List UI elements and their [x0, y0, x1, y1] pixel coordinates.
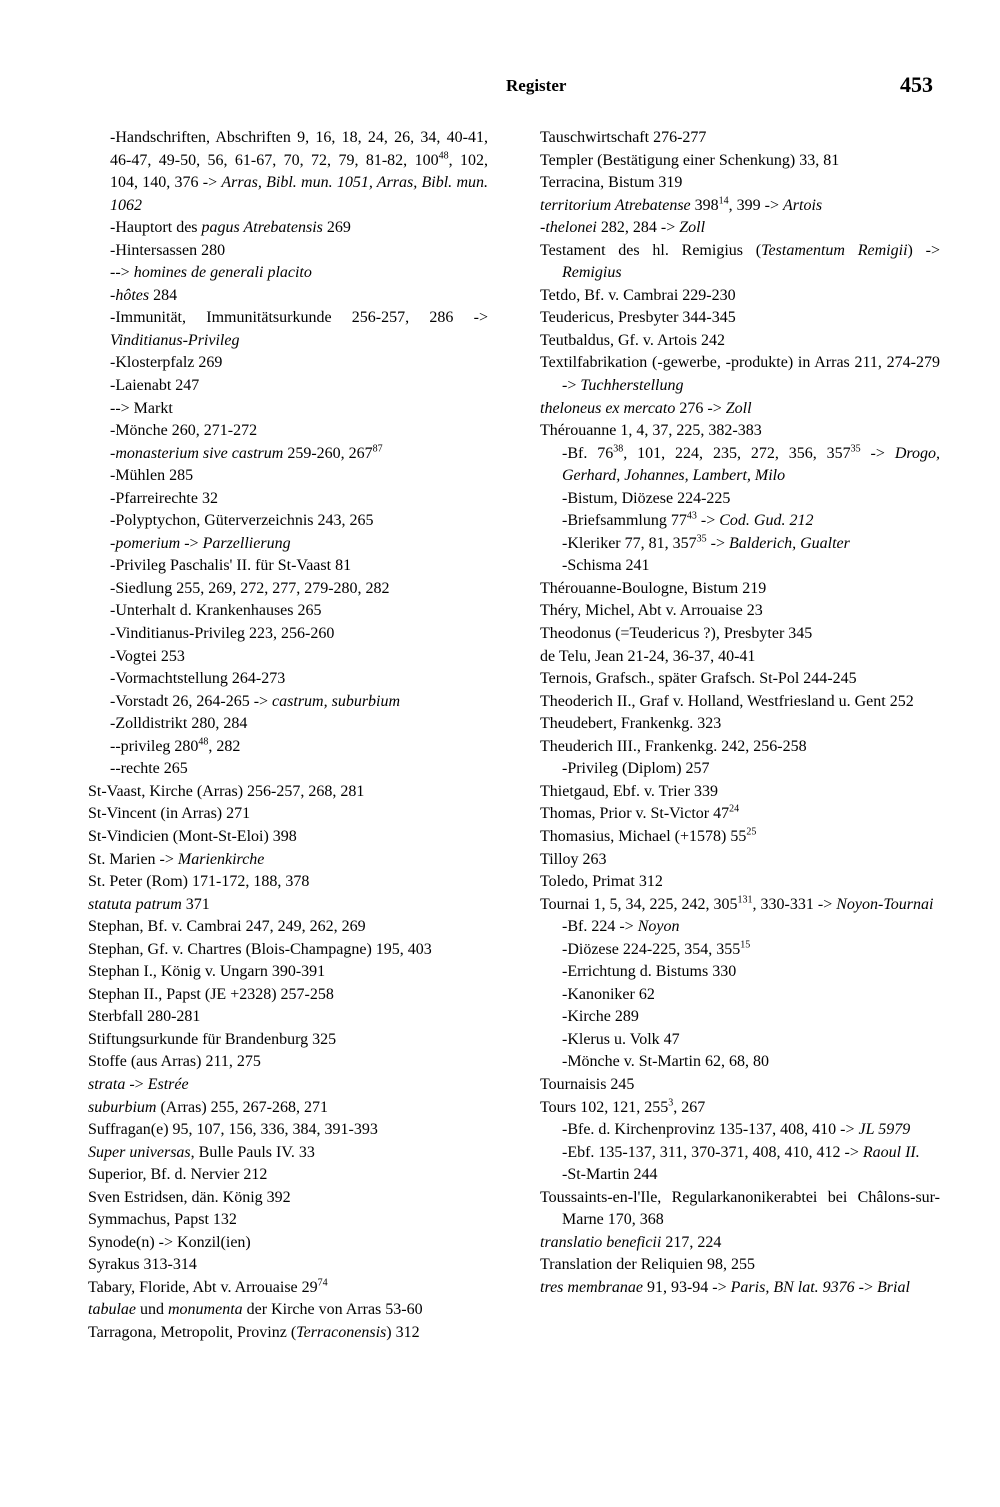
- entry-text: Stoffe (aus Arras) 211, 275: [88, 1053, 261, 1071]
- index-entry: [540, 1097, 940, 1120]
- entry-text: 217, 224: [661, 1233, 722, 1251]
- index-entry: [88, 849, 488, 872]
- index-entry: [540, 894, 940, 917]
- entry-text: , 282: [208, 737, 241, 755]
- entry-text: -Hauptort des: [110, 219, 202, 237]
- index-entry: [88, 781, 488, 804]
- entry-text: Théry, Michel, Abt v. Arrouaise 23: [540, 602, 763, 620]
- index-subentry: [88, 600, 488, 623]
- index-entry: [540, 1074, 940, 1097]
- index-subentry: [540, 1142, 940, 1165]
- entry-text: Tournaisis 245: [540, 1075, 635, 1093]
- entry-text: -Bfe. d. Kirchenprovinz 135-137, 408, 410 ->: [562, 1121, 859, 1139]
- entry-text: -Vormachtstellung 264-273: [110, 670, 286, 688]
- entry-italic-text: Vinditianus-Privileg: [110, 331, 240, 349]
- entry-italic-text: suburbium: [88, 1098, 157, 1116]
- entry-text: Stephan I., König v. Ungarn 390-391: [88, 963, 326, 981]
- entry-text: , 267: [673, 1098, 706, 1116]
- index-entry: [540, 803, 940, 826]
- entry-italic-text: Raoul II.: [862, 1143, 920, 1161]
- entry-text: St-Vincent (in Arras) 271: [88, 805, 251, 823]
- entry-text: Ternois, Grafsch., später Grafsch. St-Pol 244-245: [540, 670, 857, 688]
- footnote-ref: 43: [686, 510, 697, 522]
- index-subentry: [88, 510, 488, 533]
- index-entry: [540, 307, 940, 330]
- footnote-ref: 35: [696, 533, 707, 545]
- index-entry: [540, 285, 940, 308]
- entry-text: Synode(n) -> Konzil(ien): [88, 1233, 251, 1251]
- entry-italic-text: Artois: [783, 196, 823, 214]
- entry-italic-text: Zoll: [679, 219, 706, 237]
- index-entry: [88, 984, 488, 1007]
- footnote-ref: 15: [740, 939, 751, 951]
- entry-italic-text: -pomerium: [110, 534, 181, 552]
- entry-italic-text: Zoll: [725, 399, 752, 417]
- footnote-ref: 48: [438, 150, 449, 162]
- index-subentry: [88, 533, 488, 556]
- entry-text: Thérouanne 1, 4, 37, 225, 382-383: [540, 422, 762, 440]
- index-subentry: [88, 555, 488, 578]
- entry-italic-text: Parzellierung: [202, 534, 291, 552]
- index-entry: [540, 668, 940, 691]
- index-subentry: [88, 307, 488, 352]
- index-subentry: [88, 420, 488, 443]
- entry-italic-text: homines de generali placito: [133, 264, 312, 282]
- index-entry: [540, 849, 940, 872]
- entry-text: -Kleriker 77, 81, 357: [562, 534, 697, 552]
- index-entry: [540, 646, 940, 669]
- index-subentry: [540, 916, 940, 939]
- index-subentry: [540, 510, 940, 533]
- index-subentry: [88, 646, 488, 669]
- index-entry: [540, 1187, 940, 1232]
- page-header: [0, 72, 1000, 102]
- entry-text: -Polyptychon, Güterverzeichnis 243, 265: [110, 512, 374, 530]
- index-entry: [540, 781, 940, 804]
- index-entry: [540, 240, 940, 285]
- entry-text: -Mühlen 285: [110, 467, 194, 485]
- index-subentry: [540, 555, 940, 578]
- index-subentry: [88, 240, 488, 263]
- entry-text: -Unterhalt d. Krankenhauses 265: [110, 602, 322, 620]
- entry-text: -Pfarreirechte 32: [110, 489, 218, 507]
- entry-italic-text: -thelonei: [540, 219, 597, 237]
- entry-text: Theodonus (=Teudericus ?), Presbyter 345: [540, 625, 813, 643]
- page-number: 453: [900, 72, 933, 97]
- entry-text: -Handschriften, Abschriften 9, 16, 18, 24, 26, 34, 40-41, 46-47, 49-50, 56, 61-67, 70, 72, 79, 81-82, 100: [110, 129, 488, 169]
- entry-text: Tournai 1, 5, 34, 225, 242, 305: [540, 895, 738, 913]
- entry-italic-text: monumenta: [168, 1301, 243, 1319]
- entry-text: Symmachus, Papst 132: [88, 1211, 237, 1229]
- entry-text: der Kirche von Arras 53-60: [242, 1301, 423, 1319]
- entry-text: 269: [322, 219, 351, 237]
- index-subentry: [540, 961, 940, 984]
- entry-text: Thérouanne-Boulogne, Bistum 219: [540, 579, 767, 597]
- entry-text: ->: [854, 1278, 878, 1296]
- entry-text: ->: [860, 444, 895, 462]
- footnote-ref: 35: [850, 443, 861, 455]
- entry-italic-text: territorium Atrebatense: [540, 196, 691, 214]
- index-entry: [540, 1232, 940, 1255]
- entry-text: Terracina, Bistum 319: [540, 174, 683, 192]
- entry-italic-text: pagus Atrebatensis: [201, 219, 323, 237]
- entry-text: ->: [180, 534, 203, 552]
- entry-text: Tours 102, 121, 255: [540, 1098, 669, 1116]
- entry-text: -Hintersassen 280: [110, 241, 226, 259]
- entry-text: Tilloy 263: [540, 850, 607, 868]
- entry-italic-text: Remigius: [562, 264, 622, 282]
- entry-text: Stephan II., Papst (JE +2328) 257-258: [88, 985, 334, 1003]
- entry-italic-text: translatio beneficii: [540, 1233, 662, 1251]
- index-entry: [88, 894, 488, 917]
- entry-text: 282, 284 ->: [596, 219, 680, 237]
- entry-italic-text: Noyon-Tournai: [836, 895, 934, 913]
- index-subentry: [88, 713, 488, 736]
- index-subentry: [540, 1119, 940, 1142]
- entry-text: -Privileg Paschalis' II. für St-Vaast 81: [110, 557, 352, 575]
- index-subentry: [88, 352, 488, 375]
- index-subentry: [88, 668, 488, 691]
- entry-text: ) 312: [386, 1323, 420, 1341]
- index-entry: [540, 352, 940, 397]
- entry-text: (Arras) 255, 267-268, 271: [156, 1098, 328, 1116]
- index-entry: [88, 1119, 488, 1142]
- index-subentry: [88, 691, 488, 714]
- entry-text: -Bf. 76: [562, 444, 614, 462]
- entry-text: -Immunität, Immunitätsurkunde 256-257, 286 ->: [110, 309, 488, 327]
- entry-text: --> Markt: [110, 399, 173, 417]
- entry-text: , 330-331 ->: [752, 895, 837, 913]
- index-entry: [540, 1277, 940, 1300]
- entry-text: Teudericus, Presbyter 344-345: [540, 309, 736, 327]
- entry-text: Suffragan(e) 95, 107, 156, 336, 384, 391-393: [88, 1121, 378, 1139]
- entry-text: -Bf. 224 ->: [562, 918, 638, 936]
- entry-text: 91, 93-94 ->: [642, 1278, 731, 1296]
- entry-text: 276 ->: [675, 399, 726, 417]
- index-entry: [540, 871, 940, 894]
- index-entry: [540, 127, 940, 150]
- entry-italic-text: castrum, suburbium: [272, 692, 401, 710]
- index-entry: [88, 1254, 488, 1277]
- entry-text: -Siedlung 255, 269, 272, 277, 279-280, 282: [110, 579, 390, 597]
- index-entry: [540, 578, 940, 601]
- index-subentry: [88, 488, 488, 511]
- entry-text: Textilfabrikation (-gewerbe, -produkte) in Arras 211, 274-279 ->: [540, 354, 940, 395]
- entry-text: -Zolldistrikt 280, 284: [110, 715, 248, 733]
- index-entry: [540, 600, 940, 623]
- index-subentry: [88, 375, 488, 398]
- index-column-right: [540, 127, 940, 1299]
- entry-text: -Vinditianus-Privileg 223, 256-260: [110, 625, 335, 643]
- footnote-ref: 25: [746, 826, 757, 838]
- entry-text: -Errichtung d. Bistums 330: [562, 963, 737, 981]
- entry-text: Stiftungsurkunde für Brandenburg 325: [88, 1030, 337, 1048]
- entry-text: Testament des hl. Remigius (: [540, 241, 762, 259]
- index-entry: [540, 195, 940, 218]
- entry-italic-text: Marienkirche: [177, 850, 265, 868]
- entry-text: Superior, Bf. d. Nervier 212: [88, 1166, 268, 1184]
- entry-text: Thomas, Prior v. St-Victor 47: [540, 805, 730, 823]
- index-subentry: [88, 217, 488, 240]
- index-entry: [88, 1322, 488, 1345]
- entry-italic-text: Arras, Bibl. mun. 1051, Arras, Bibl. mun. 1062: [110, 174, 488, 214]
- entry-text: , 399 ->: [728, 196, 784, 214]
- entry-text: Theuderich III., Frankenkg. 242, 256-258: [540, 737, 807, 755]
- index-entry: [540, 330, 940, 353]
- entry-text: de Telu, Jean 21-24, 36-37, 40-41: [540, 647, 756, 665]
- entry-text: -Vogtei 253: [110, 647, 185, 665]
- entry-italic-text: tabulae: [88, 1301, 136, 1319]
- index-subentry: [540, 443, 940, 488]
- index-subentry: [540, 1164, 940, 1187]
- entry-italic-text: Noyon: [637, 918, 680, 936]
- index-entry: [88, 1006, 488, 1029]
- entry-text: Syrakus 313-314: [88, 1256, 197, 1274]
- entry-text: Toussaints-en-l'Ile, Regularkanonikerabtei bei Châlons-sur-Marne 170, 368: [540, 1188, 940, 1229]
- index-subentry: [88, 443, 488, 466]
- entry-text: --rechte 265: [110, 760, 188, 778]
- index-subentry: [540, 533, 940, 556]
- entry-text: ->: [696, 512, 720, 530]
- entry-text: -Ebf. 135-137, 311, 370-371, 408, 410, 412 ->: [562, 1143, 863, 1161]
- entry-text: Sven Estridsen, dän. König 392: [88, 1188, 291, 1206]
- index-subentry: [540, 1029, 940, 1052]
- entry-text: Tabary, Floride, Abt v. Arrouaise 29: [88, 1278, 318, 1296]
- index-subentry: [88, 465, 488, 488]
- entry-text: Templer (Bestätigung einer Schenkung) 33, 81: [540, 151, 840, 169]
- index-entry: [540, 736, 940, 759]
- entry-italic-text: Terraconensis: [296, 1323, 387, 1341]
- entry-text: -Laienabt 247: [110, 377, 200, 395]
- entry-text: Toledo, Primat 312: [540, 873, 663, 891]
- index-subentry: [540, 1051, 940, 1074]
- entry-text: Thomasius, Michael (+1578) 55: [540, 827, 747, 845]
- entry-text: , 101, 224, 235, 272, 356, 357: [623, 444, 851, 462]
- index-subentry: [540, 984, 940, 1007]
- entry-text: , Bulle Pauls IV. 33: [190, 1143, 315, 1161]
- index-entry: [540, 172, 940, 195]
- index-entry: [88, 1277, 488, 1300]
- index-entry: [88, 1299, 488, 1322]
- footnote-ref: 24: [729, 804, 740, 816]
- index-subentry: [88, 736, 488, 759]
- index-entry: [540, 826, 940, 849]
- entry-text: ->: [125, 1075, 148, 1093]
- footnote-ref: 3: [668, 1097, 674, 1109]
- entry-text: -Schisma 241: [562, 557, 650, 575]
- entry-text: Theoderich II., Graf v. Holland, Westfriesland u. Gent 252: [540, 692, 914, 710]
- entry-italic-text: Tuchherstellung: [580, 377, 684, 395]
- entry-text: -->: [110, 264, 134, 282]
- index-entry: [88, 1097, 488, 1120]
- entry-italic-text: statuta patrum: [88, 895, 182, 913]
- index-column-left: [88, 127, 488, 1345]
- entry-text: -Mönche v. St-Martin 62, 68, 80: [562, 1053, 769, 1071]
- entry-text: Tauschwirtschaft 276-277: [540, 129, 707, 146]
- index-entry: [88, 1164, 488, 1187]
- entry-text: Stephan, Bf. v. Cambrai 247, 249, 262, 269: [88, 918, 366, 936]
- index-subentry: [88, 758, 488, 781]
- entry-italic-text: -hôtes: [110, 286, 150, 304]
- index-entry: [540, 420, 940, 443]
- entry-text: 398: [690, 196, 719, 214]
- entry-italic-text: Balderich, Gualter: [729, 534, 850, 552]
- entry-italic-text: Drogo, Gerhard, Johannes, Lambert, Milo: [562, 444, 941, 485]
- entry-text: und: [136, 1301, 168, 1319]
- index-entry: [540, 150, 940, 173]
- entry-italic-text: tres membranae: [540, 1278, 643, 1296]
- entry-text: St-Vindicien (Mont-St-Eloi) 398: [88, 827, 297, 845]
- entry-text: Sterbfall 280-281: [88, 1008, 201, 1026]
- index-subentry: [88, 623, 488, 646]
- entry-text: 259-260, 267: [283, 444, 373, 462]
- index-subentry: [540, 939, 940, 962]
- entry-italic-text: Cod. Gud. 212: [719, 512, 814, 530]
- entry-text: -Briefsammlung 77: [562, 512, 687, 530]
- entry-italic-text: Testamentum Remigii: [761, 241, 908, 259]
- entry-text: -Klerus u. Volk 47: [562, 1030, 680, 1048]
- index-entry: [540, 217, 940, 240]
- index-entry: [540, 713, 940, 736]
- index-entry: [88, 1187, 488, 1210]
- entry-italic-text: -monasterium sive castrum: [110, 444, 284, 462]
- index-entry: [88, 1074, 488, 1097]
- entry-italic-text: Paris, BN lat. 9376: [730, 1278, 855, 1296]
- footnote-ref: 48: [198, 736, 209, 748]
- index-subentry: [88, 285, 488, 308]
- index-subentry: [540, 1006, 940, 1029]
- footnote-ref: 87: [372, 443, 383, 455]
- entry-italic-text: theloneus ex mercato: [540, 399, 676, 417]
- index-entry: [88, 1232, 488, 1255]
- footnote-ref: 38: [613, 443, 624, 455]
- entry-italic-text: Estrée: [147, 1075, 189, 1093]
- index-entry: [88, 826, 488, 849]
- entry-text: ->: [706, 534, 729, 552]
- entry-text: Tetdo, Bf. v. Cambrai 229-230: [540, 286, 736, 304]
- index-entry: [540, 1254, 940, 1277]
- index-entry: [540, 691, 940, 714]
- entry-text: 371: [181, 895, 210, 913]
- entry-text: -Mönche 260, 271-272: [110, 422, 258, 440]
- entry-italic-text: JL 5979: [858, 1121, 911, 1139]
- entry-text: -Diözese 224-225, 354, 355: [562, 940, 741, 958]
- footnote-ref: 14: [718, 195, 729, 207]
- entry-text: Teutbaldus, Gf. v. Artois 242: [540, 331, 725, 349]
- entry-text: -Privileg (Diplom) 257: [562, 760, 710, 778]
- index-entry: [540, 623, 940, 646]
- entry-text: St. Marien ->: [88, 850, 178, 868]
- index-entry: [88, 1029, 488, 1052]
- entry-text: 284: [149, 286, 178, 304]
- index-entry: [88, 916, 488, 939]
- index-entry: [88, 1142, 488, 1165]
- entry-text: -Kanoniker 62: [562, 985, 655, 1003]
- running-title: Register: [506, 76, 567, 95]
- index-subentry: [88, 578, 488, 601]
- index-entry: [88, 939, 488, 962]
- entry-text: ) ->: [907, 241, 940, 259]
- index-subentry: [88, 262, 488, 285]
- entry-italic-text: Brial: [877, 1278, 910, 1296]
- entry-text: -Kirche 289: [562, 1008, 639, 1026]
- entry-text: Thietgaud, Ebf. v. Trier 339: [540, 782, 719, 800]
- entry-text: --privileg 280: [110, 737, 199, 755]
- index-entry: [88, 1051, 488, 1074]
- entry-text: St-Vaast, Kirche (Arras) 256-257, 268, 281: [88, 782, 365, 800]
- index-entry: [88, 871, 488, 894]
- entry-italic-text: Super universas: [88, 1143, 191, 1161]
- entry-italic-text: strata: [88, 1075, 126, 1093]
- entry-text: -Bistum, Diözese 224-225: [562, 489, 731, 507]
- index-entry: [88, 1209, 488, 1232]
- entry-text: Tarragona, Metropolit, Provinz (: [88, 1323, 297, 1341]
- entry-text: -St-Martin 244: [562, 1166, 658, 1184]
- entry-text: Translation der Reliquien 98, 255: [540, 1256, 755, 1274]
- entry-text: -Klosterpfalz 269: [110, 354, 223, 372]
- index-subentry: [540, 488, 940, 511]
- entry-text: Theudebert, Frankenkg. 323: [540, 715, 722, 733]
- index-entry: [88, 961, 488, 984]
- entry-text: -Vorstadt 26, 264-265 ->: [110, 692, 273, 710]
- index-subentry: [88, 127, 488, 217]
- entry-text: Stephan, Gf. v. Chartres (Blois-Champagne) 195, 403: [88, 940, 432, 958]
- index-entry: [88, 803, 488, 826]
- footnote-ref: 74: [317, 1277, 328, 1289]
- entry-text: St. Peter (Rom) 171-172, 188, 378: [88, 873, 310, 891]
- entry-text: , 102, 104, 140, 376 ->: [110, 151, 489, 192]
- index-subentry: [540, 758, 940, 781]
- index-subentry: [88, 398, 488, 421]
- footnote-ref: 131: [737, 894, 753, 906]
- index-entry: [540, 398, 940, 421]
